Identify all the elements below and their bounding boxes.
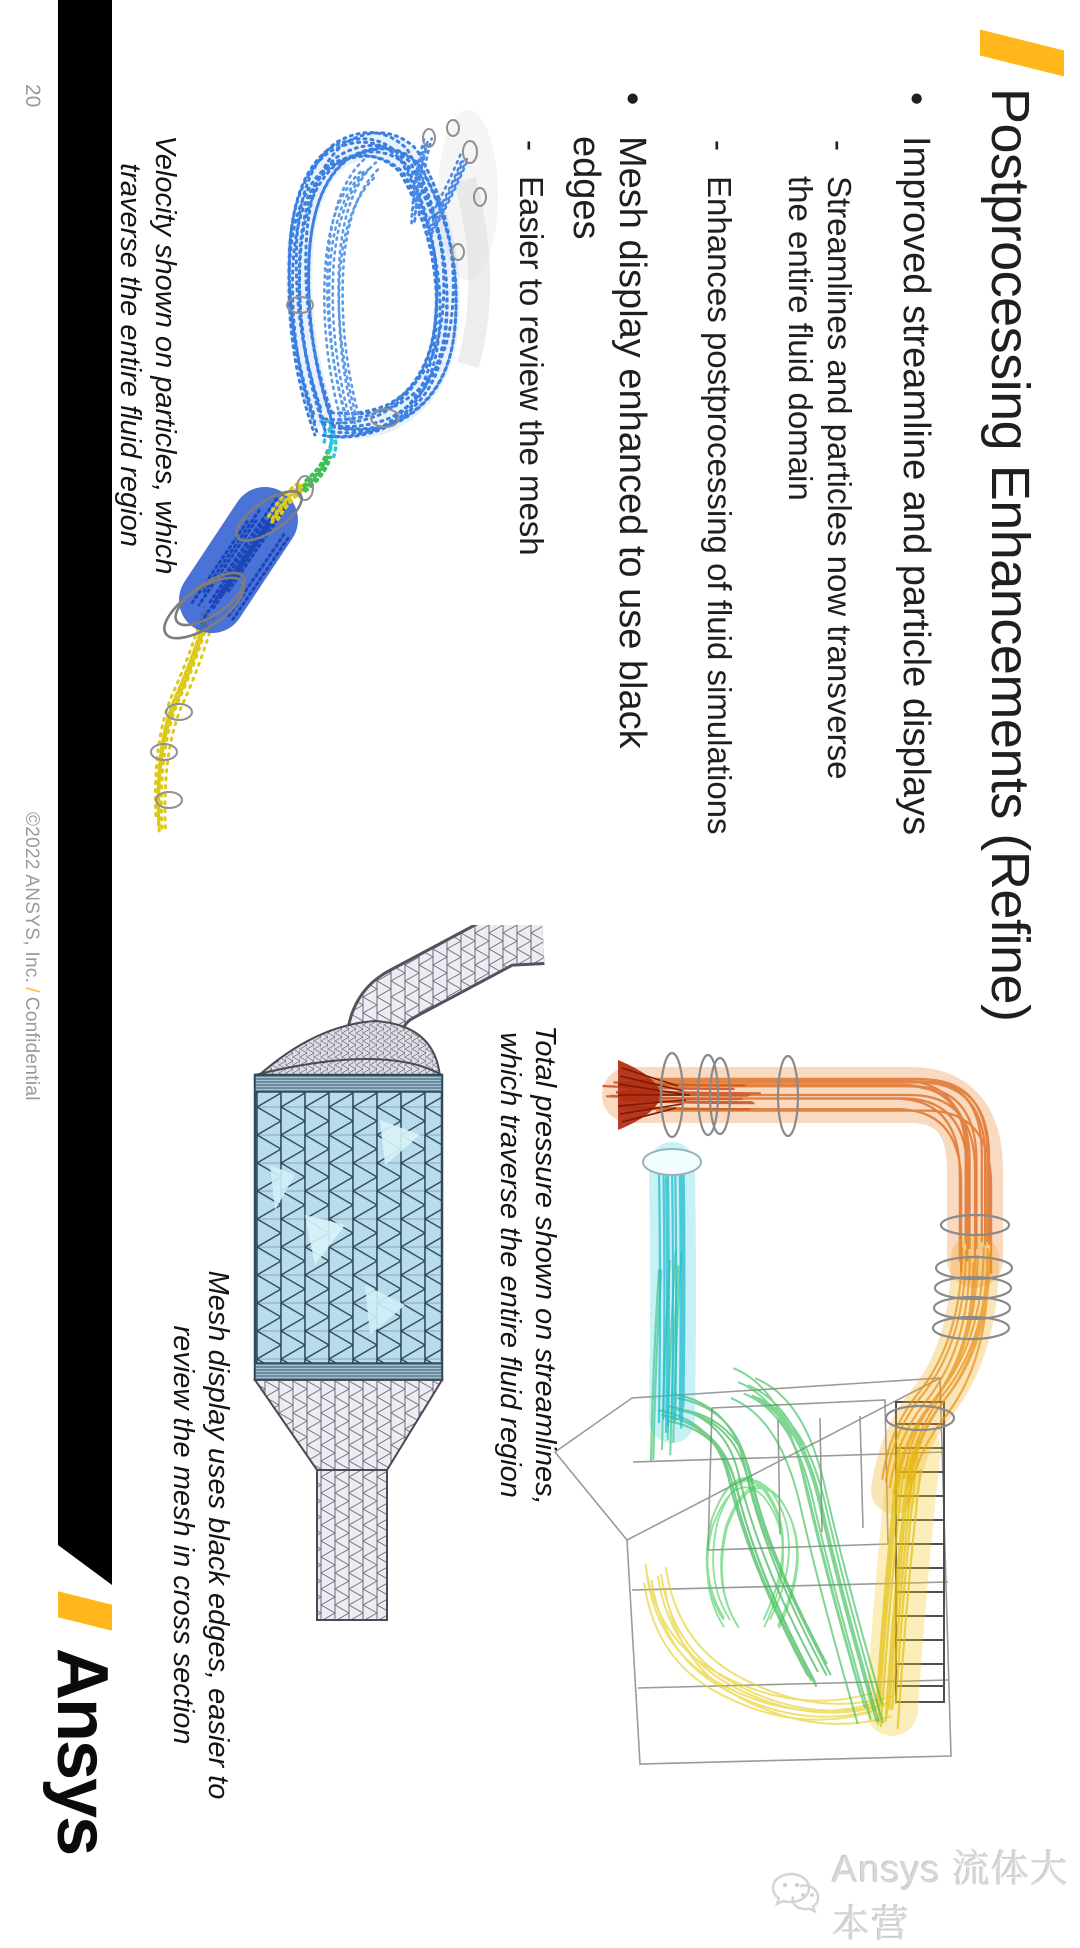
page-number: 20 <box>21 84 44 108</box>
ansys-logo: Ansys <box>42 1648 122 1855</box>
ansys-slash-icon <box>980 30 1064 77</box>
bullet-item <box>511 140 550 740</box>
watermark-text: Ansys 流体大本营 <box>832 1849 1070 1946</box>
wechat-icon <box>770 1870 822 1916</box>
bullet-text: Mesh display enhanced to use black edges <box>565 136 653 749</box>
bullet-marker: • <box>611 92 653 106</box>
streamline-figure <box>510 1020 1070 1780</box>
bullet-marker: - <box>513 140 550 151</box>
bullet-marker: • <box>895 92 937 106</box>
bullet-marker: - <box>701 140 738 151</box>
bullet-item <box>563 92 654 852</box>
figure-caption-particles: Velocity shown on particles, which traverse the entire fluid region <box>114 135 181 575</box>
figure-caption-mesh: Mesh display uses black edges, easier to review the mesh in cross section <box>167 1270 234 1800</box>
copyright-text <box>20 812 42 1101</box>
bullet-item <box>780 140 858 800</box>
bullet-marker: - <box>821 140 858 151</box>
watermark <box>770 1838 1070 1948</box>
copyright-prefix: ©2022 ANSYS, Inc. <box>21 812 42 984</box>
footer-bar <box>58 0 112 1585</box>
copyright-confidential: Confidential <box>21 996 42 1101</box>
bullet-item <box>699 140 738 840</box>
copyright-separator: / <box>21 987 42 993</box>
bullet-text: Improved streamline and particle displays <box>895 136 937 836</box>
bullet-text: Enhances postprocessing of fluid simulations <box>701 176 738 835</box>
bullet-text: Streamlines and particles now transverse the entire fluid domain <box>782 176 858 780</box>
bullet-item <box>892 92 938 852</box>
figure-caption-streamlines: Total pressure shown on streamlines, which traverse the entire fluid region <box>494 1025 561 1505</box>
page-title: Postprocessing Enhancements (Refine) <box>980 88 1040 1022</box>
ansys-footer-slash-icon <box>58 1591 112 1630</box>
bullet-text: Easier to review the mesh <box>513 176 550 556</box>
